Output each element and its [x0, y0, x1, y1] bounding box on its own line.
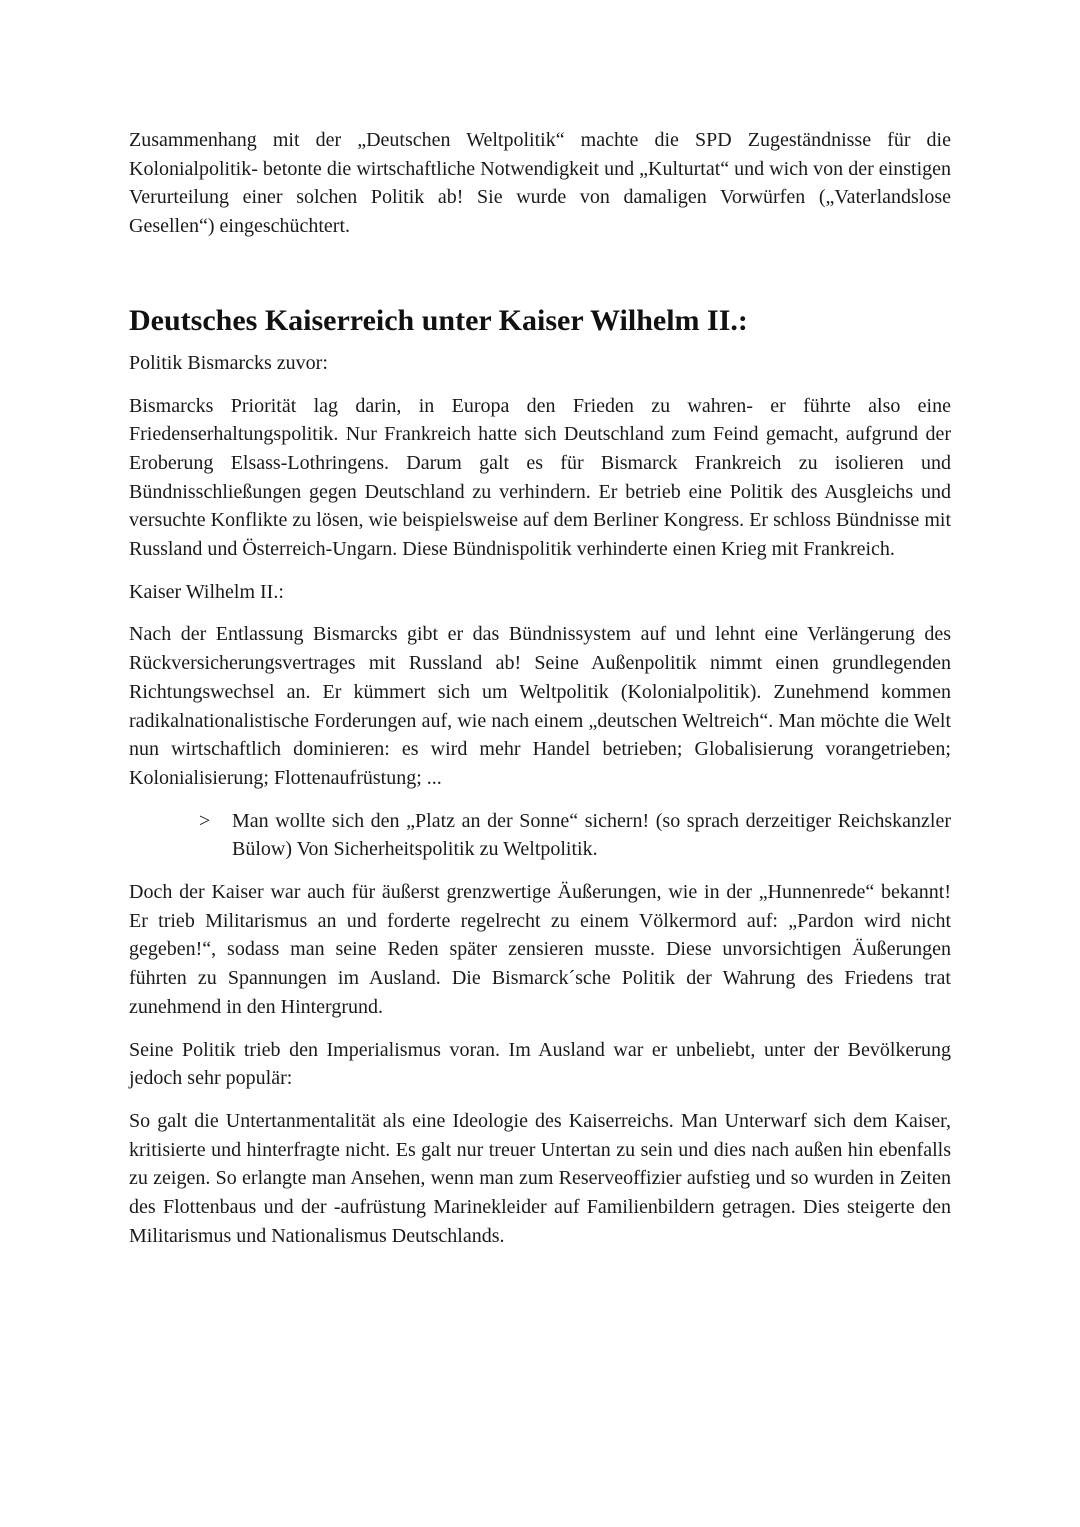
wilhelm-paragraph: Nach der Entlassung Bismarcks gibt er das Bündnissystem auf und lehnt eine Verlängerung des Rückversicherungsvertrages mit Russland ab! Seine Außenpolitik nimmt einen grundlegenden Richtungswechsel an. Er kümmert sich um Weltpolitik (Kolonialpolitik). Zunehmend kommen radikalnationalistische Forderungen auf, wie nach einem „deutschen Weltreich“. Man möchte die Welt nun wirtschaftlich dominieren: es wird mehr Handel betrieben; Globalisierung vorangetrieben; Kolonialisierung; Flottenaufrüstung; ...	[129, 623, 951, 789]
bullet-marker-icon: >	[199, 809, 211, 832]
bullet-text: Man wollte sich den „Platz an der Sonne“ sichern! (so sprach derzeitiger Reichskanzler Bülow) Von Sicherheitspolitik zu Weltpolitik.	[232, 809, 951, 861]
hunnenrede-paragraph: Doch der Kaiser war auch für äußerst grenzwertige Äußerungen, wie in der „Hunnenrede“ bekannt! Er trieb Militarismus an und forderte regelrecht zu einem Völkermord auf: „Pardon wird nicht gegeben!“, sodass man seine Reden später zensieren musste. Diese unvorsichtigen Äußerungen führten zu Spannungen im Ausland. Die Bismarck´sche Politik der Wahrung des Friedens trat zunehmend in den Hintergrund.	[129, 881, 951, 1018]
untertan-paragraph: So galt die Untertanmentalität als eine Ideologie des Kaiserreichs. Man Unterwarf sich dem Kaiser, kritisierte und hinterfragte nicht. Es galt nur treuer Untertan zu sein und dies nach außen hin ebenfalls zu zeigen. So erlangte man Ansehen, wenn man zum Reserveoffizier aufstieg und so wurden in Zeiten des Flottenbaus und der -aufrüstung Marinekleider auf Familienbildern getragen. Dies steigerte den Militarismus und Nationalismus Deutschlands.	[129, 1109, 951, 1247]
bismarck-paragraph: Bismarcks Priorität lag darin, in Europa den Frieden zu wahren- er führte also eine Friedenserhaltungspolitik. Nur Frankreich hatte sich Deutschland zum Feind gemacht, aufgrund der Eroberung Elsass-Lothringens. Darum galt es für Bismarck Frankreich zu isolieren und Bündnisschließungen gegen Deutschland zu verhindern. Er betrieb eine Politik des Ausgleichs und versuchte Konflikte zu lösen, wie beispielsweise auf dem Berliner Kongress. Er schloss Bündnisse mit Russland und Österreich-Ungarn. Diese Bündnispolitik verhinderte einen Krieg mit Frankreich.	[129, 394, 951, 561]
section-heading: Deutsches Kaiserreich unter Kaiser Wilhelm II.:	[129, 303, 748, 337]
document-page	[129, 126, 951, 1265]
subheading-bismarck: Politik Bismarcks zuvor:	[129, 351, 328, 374]
imperialism-paragraph: Seine Politik trieb den Imperialismus voran. Im Ausland war er unbeliebt, unter der Bevölkerung jedoch sehr populär:	[129, 1038, 951, 1090]
bullet-item	[199, 807, 951, 864]
intro-paragraph: Zusammenhang mit der „Deutschen Weltpolitik“ machte die SPD Zugeständnisse für die Kolonialpolitik- betonte die wirtschaftliche Notwendigkeit und „Kulturtat“ und wich von der einstigen Verurteilung einer solchen Politik ab! Sie wurde von damaligen Vorwürfen („Vaterlandslose Gesellen“) eingeschüchtert.	[129, 129, 951, 238]
subheading-wilhelm: Kaiser Wilhelm II.:	[129, 580, 284, 603]
